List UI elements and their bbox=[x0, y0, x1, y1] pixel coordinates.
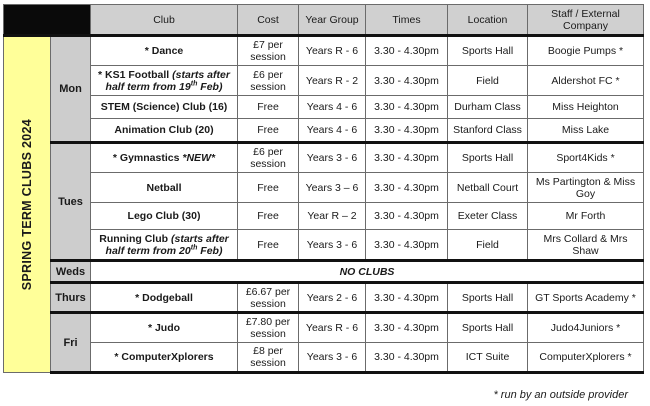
header-times: Times bbox=[366, 5, 448, 36]
club-location: Sports Hall bbox=[448, 283, 528, 313]
table-row bbox=[4, 96, 644, 119]
club-name-cell bbox=[91, 66, 238, 96]
club-times: 3.30 - 4.30pm bbox=[366, 173, 448, 203]
clubs-table bbox=[3, 4, 644, 374]
footnote: * run by an outside provider bbox=[493, 389, 628, 401]
club-year-group: Years 3 - 6 bbox=[299, 343, 366, 373]
club-year-group: Years 3 - 6 bbox=[299, 230, 366, 261]
club-cost: £6 per session bbox=[238, 66, 299, 96]
header-cost: Cost bbox=[238, 5, 299, 36]
no-clubs-label: NO CLUBS bbox=[91, 261, 644, 283]
header-club: Club bbox=[91, 5, 238, 36]
club-cost: £8 per session bbox=[238, 343, 299, 373]
club-location: Sports Hall bbox=[448, 143, 528, 173]
club-year-group: Year R – 2 bbox=[299, 203, 366, 230]
club-year-group: Years 4 - 6 bbox=[299, 119, 366, 143]
club-note-sup: th bbox=[190, 244, 198, 251]
club-name: * Dance bbox=[91, 36, 238, 66]
club-year-group: Years R - 6 bbox=[299, 36, 366, 66]
club-year-group: Years 2 - 6 bbox=[299, 283, 366, 313]
club-name: STEM (Science) Club (16) bbox=[91, 96, 238, 119]
club-name: * Judo bbox=[91, 313, 238, 343]
club-times: 3.30 - 4.30pm bbox=[366, 96, 448, 119]
day-fri: Fri bbox=[51, 313, 91, 373]
club-year-group: Years 3 – 6 bbox=[299, 173, 366, 203]
club-note-end: Feb) bbox=[197, 244, 223, 257]
club-staff: GT Sports Academy * bbox=[528, 283, 644, 313]
club-year-group: Years R - 6 bbox=[299, 313, 366, 343]
club-location: Field bbox=[448, 230, 528, 261]
club-location: ICT Suite bbox=[448, 343, 528, 373]
club-note-end: Feb) bbox=[197, 80, 223, 93]
club-times: 3.30 - 4.30pm bbox=[366, 119, 448, 143]
club-cost: Free bbox=[238, 96, 299, 119]
table-row bbox=[4, 143, 644, 173]
table-row bbox=[4, 261, 644, 283]
club-location: Durham Class bbox=[448, 96, 528, 119]
club-staff: Miss Heighton bbox=[528, 96, 644, 119]
club-times: 3.30 - 4.30pm bbox=[366, 283, 448, 313]
club-staff: Boogie Pumps * bbox=[528, 36, 644, 66]
club-staff: Mr Forth bbox=[528, 203, 644, 230]
club-name: Animation Club (20) bbox=[91, 119, 238, 143]
club-staff: Miss Lake bbox=[528, 119, 644, 143]
club-cost: £7 per session bbox=[238, 36, 299, 66]
club-name: Netball bbox=[91, 173, 238, 203]
club-cost: Free bbox=[238, 119, 299, 143]
day-mon: Mon bbox=[51, 36, 91, 143]
header-corner bbox=[4, 5, 91, 36]
club-staff: Aldershot FC * bbox=[528, 66, 644, 96]
club-cost: Free bbox=[238, 173, 299, 203]
header-year-group: Year Group bbox=[299, 5, 366, 36]
club-name: Running Club bbox=[99, 232, 169, 245]
club-times: 3.30 - 4.30pm bbox=[366, 143, 448, 173]
club-staff: Sport4Kids * bbox=[528, 143, 644, 173]
club-cost: £6.67 per session bbox=[238, 283, 299, 313]
club-note: (starts after half term from 19 bbox=[105, 68, 230, 93]
club-times: 3.30 - 4.30pm bbox=[366, 203, 448, 230]
table-row bbox=[4, 230, 644, 261]
club-cost: £7.80 per session bbox=[238, 313, 299, 343]
header-row bbox=[4, 5, 644, 36]
club-times: 3.30 - 4.30pm bbox=[366, 66, 448, 96]
club-note-sup: th bbox=[190, 80, 198, 87]
club-location: Field bbox=[448, 66, 528, 96]
club-year-group: Years 3 - 6 bbox=[299, 143, 366, 173]
club-cost: £6 per session bbox=[238, 143, 299, 173]
table-row bbox=[4, 36, 644, 66]
club-name-cell bbox=[91, 230, 238, 261]
club-name: * Dodgeball bbox=[91, 283, 238, 313]
club-times: 3.30 - 4.30pm bbox=[366, 36, 448, 66]
table-row bbox=[4, 283, 644, 313]
table-row bbox=[4, 119, 644, 143]
club-name: Lego Club (30) bbox=[91, 203, 238, 230]
page-title: SPRING TERM CLUBS 2024 bbox=[20, 118, 34, 291]
club-cost: Free bbox=[238, 230, 299, 261]
table-row bbox=[4, 313, 644, 343]
club-location: Exeter Class bbox=[448, 203, 528, 230]
header-staff: Staff / External Company bbox=[528, 5, 644, 36]
club-name: * Gymnastics bbox=[112, 152, 180, 164]
club-times: 3.30 - 4.30pm bbox=[366, 343, 448, 373]
club-location: Sports Hall bbox=[448, 313, 528, 343]
club-year-group: Years R - 2 bbox=[299, 66, 366, 96]
club-name: * ComputerXplorers bbox=[91, 343, 238, 373]
club-times: 3.30 - 4.30pm bbox=[366, 230, 448, 261]
table-row bbox=[4, 66, 644, 96]
club-note: *NEW* bbox=[182, 152, 216, 164]
club-location: Stanford Class bbox=[448, 119, 528, 143]
table-row bbox=[4, 173, 644, 203]
day-tues: Tues bbox=[51, 143, 91, 261]
club-staff: Ms Partington & Miss Goy bbox=[528, 173, 644, 203]
club-cost: Free bbox=[238, 203, 299, 230]
club-name: * KS1 Football bbox=[98, 68, 170, 81]
table-row bbox=[4, 343, 644, 373]
day-weds: Weds bbox=[51, 261, 91, 283]
club-year-group: Years 4 - 6 bbox=[299, 96, 366, 119]
club-staff: ComputerXplorers * bbox=[528, 343, 644, 373]
club-times: 3.30 - 4.30pm bbox=[366, 313, 448, 343]
club-location: Sports Hall bbox=[448, 36, 528, 66]
title-cell bbox=[4, 36, 51, 373]
header-location: Location bbox=[448, 5, 528, 36]
club-location: Netball Court bbox=[448, 173, 528, 203]
day-thurs: Thurs bbox=[51, 283, 91, 313]
club-note: (starts after half term from 20 bbox=[105, 232, 229, 257]
club-staff: Mrs Collard & Mrs Shaw bbox=[528, 230, 644, 261]
table-row bbox=[4, 203, 644, 230]
club-name-cell bbox=[91, 143, 238, 173]
club-staff: Judo4Juniors * bbox=[528, 313, 644, 343]
